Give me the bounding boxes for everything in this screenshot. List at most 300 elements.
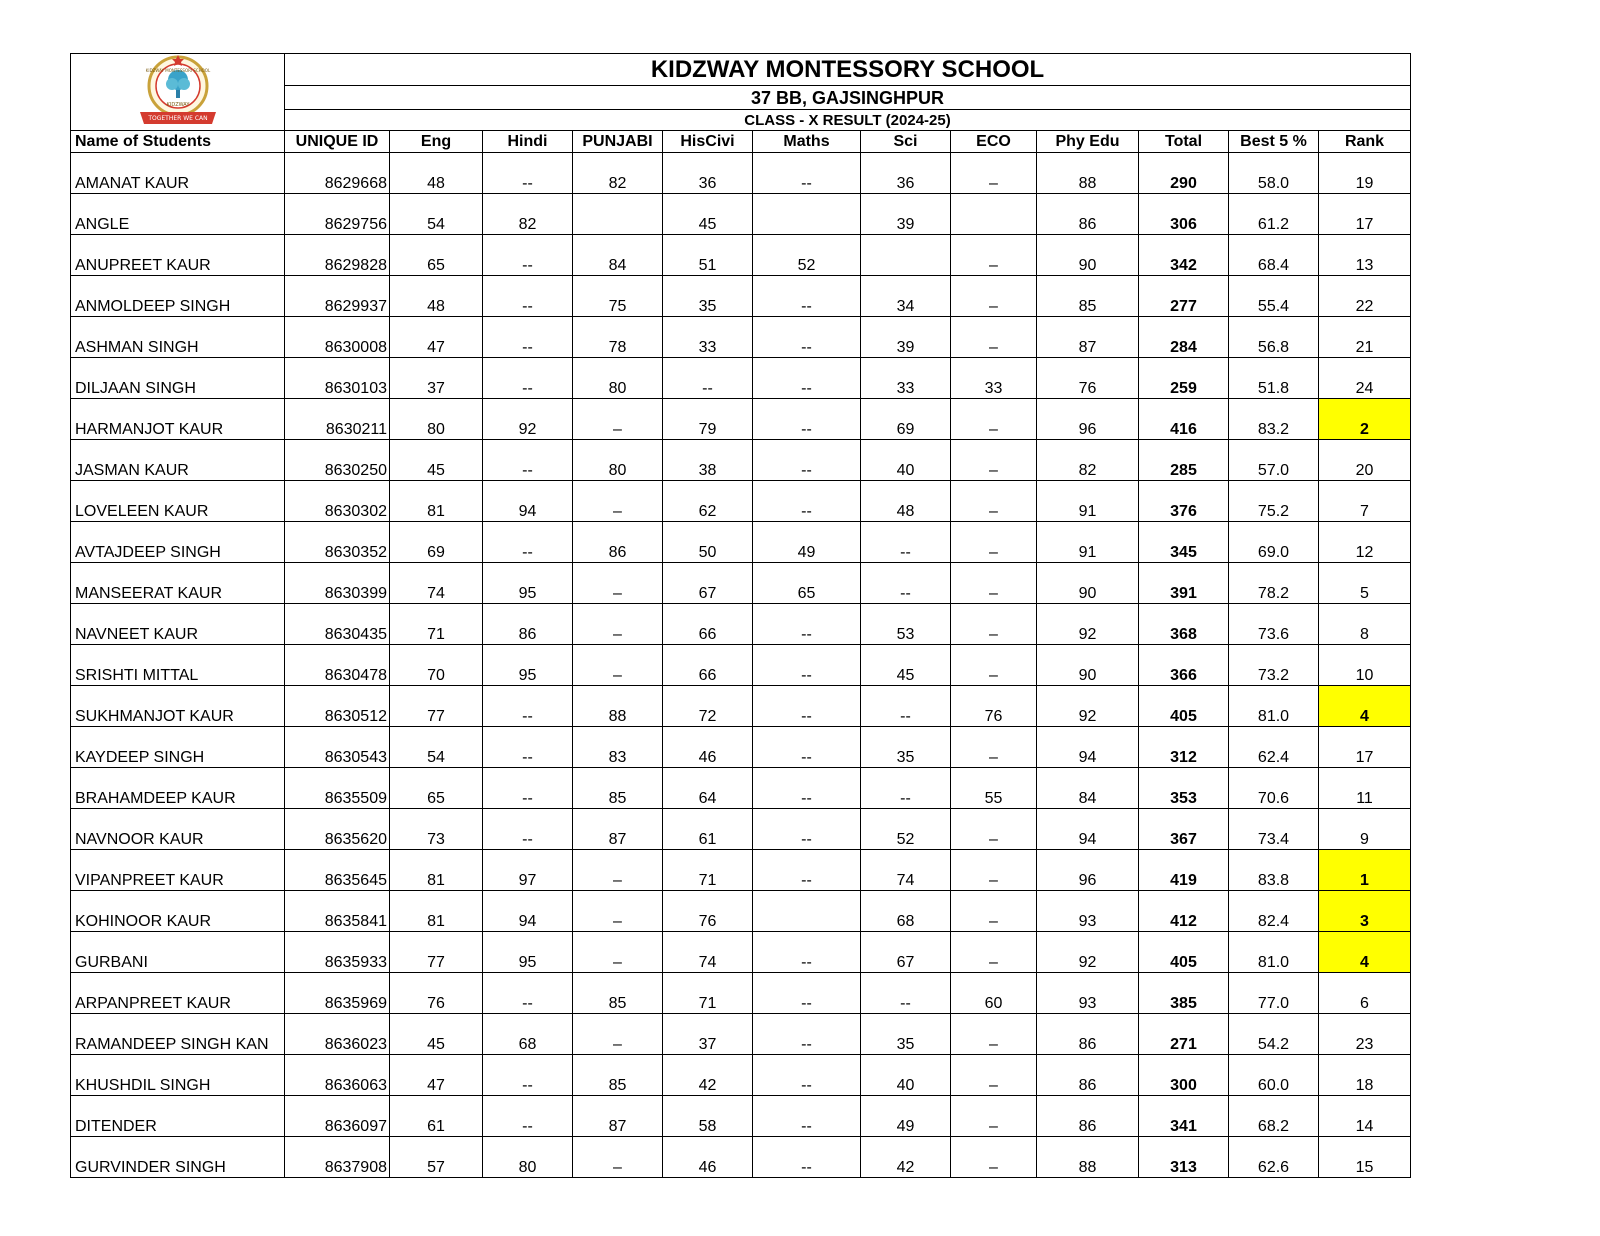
hindi-marks-cell: 95 xyxy=(483,645,573,686)
student-name-cell: JASMAN KAUR xyxy=(71,440,285,481)
sci-marks-cell: 52 xyxy=(861,809,951,850)
maths-marks-cell: 65 xyxy=(753,563,861,604)
unique-id-cell: 8630103 xyxy=(285,358,390,399)
sci-marks-cell: 36 xyxy=(861,153,951,194)
best5-percent-cell: 57.0 xyxy=(1229,440,1319,481)
student-name-cell: AVTAJDEEP SINGH xyxy=(71,522,285,563)
student-row xyxy=(71,932,1411,973)
phy-edu-marks-cell: 92 xyxy=(1037,932,1139,973)
phy-edu-marks-cell: 86 xyxy=(1037,1055,1139,1096)
eng-marks-cell: 48 xyxy=(390,153,483,194)
hindi-marks-cell: -- xyxy=(483,522,573,563)
eco-marks-cell: – xyxy=(951,153,1037,194)
phy-edu-marks-cell: 88 xyxy=(1037,1137,1139,1178)
best5-percent-cell: 83.2 xyxy=(1229,399,1319,440)
eco-marks-cell: – xyxy=(951,563,1037,604)
punjabi-marks-cell: – xyxy=(573,563,663,604)
eco-marks-cell: – xyxy=(951,276,1037,317)
phy-edu-marks-cell: 90 xyxy=(1037,235,1139,276)
unique-id-cell: 8630302 xyxy=(285,481,390,522)
hiscivi-marks-cell: 74 xyxy=(663,932,753,973)
sci-marks-cell: 39 xyxy=(861,194,951,235)
eng-marks-cell: 65 xyxy=(390,235,483,276)
sci-marks-cell: -- xyxy=(861,686,951,727)
unique-id-cell: 8630478 xyxy=(285,645,390,686)
student-name-cell: SUKHMANJOT KAUR xyxy=(71,686,285,727)
student-row xyxy=(71,1137,1411,1178)
sci-marks-cell: 33 xyxy=(861,358,951,399)
punjabi-marks-cell: 80 xyxy=(573,358,663,399)
eco-marks-cell: – xyxy=(951,932,1037,973)
total-marks-cell: 306 xyxy=(1139,194,1229,235)
rank-cell: 5 xyxy=(1319,563,1411,604)
punjabi-marks-cell: – xyxy=(573,1137,663,1178)
rank-cell: 8 xyxy=(1319,604,1411,645)
sci-marks-cell: 68 xyxy=(861,891,951,932)
eco-marks-cell: – xyxy=(951,891,1037,932)
best5-percent-cell: 70.6 xyxy=(1229,768,1319,809)
student-row xyxy=(71,1014,1411,1055)
hindi-marks-cell: -- xyxy=(483,1055,573,1096)
rank-cell: 21 xyxy=(1319,317,1411,358)
sci-marks-cell: 69 xyxy=(861,399,951,440)
phy-edu-marks-cell: 94 xyxy=(1037,809,1139,850)
rank-cell: 17 xyxy=(1319,727,1411,768)
student-name-cell: HARMANJOT KAUR xyxy=(71,399,285,440)
total-marks-cell: 342 xyxy=(1139,235,1229,276)
eco-marks-cell: – xyxy=(951,604,1037,645)
maths-marks-cell: -- xyxy=(753,481,861,522)
sci-marks-cell: 34 xyxy=(861,276,951,317)
hindi-marks-cell: -- xyxy=(483,235,573,276)
student-row xyxy=(71,727,1411,768)
sci-marks-cell xyxy=(861,235,951,276)
maths-marks-cell: -- xyxy=(753,727,861,768)
sci-marks-cell: 40 xyxy=(861,440,951,481)
total-marks-cell: 405 xyxy=(1139,686,1229,727)
best5-percent-cell: 77.0 xyxy=(1229,973,1319,1014)
hiscivi-marks-cell: 36 xyxy=(663,153,753,194)
hiscivi-marks-cell: 33 xyxy=(663,317,753,358)
student-name-cell: ANUPREET KAUR xyxy=(71,235,285,276)
unique-id-cell: 8636097 xyxy=(285,1096,390,1137)
total-marks-cell: 300 xyxy=(1139,1055,1229,1096)
hiscivi-marks-cell: 58 xyxy=(663,1096,753,1137)
eng-marks-cell: 45 xyxy=(390,440,483,481)
hindi-marks-cell: 68 xyxy=(483,1014,573,1055)
eco-marks-cell: – xyxy=(951,809,1037,850)
best5-percent-cell: 62.4 xyxy=(1229,727,1319,768)
hiscivi-marks-cell: -- xyxy=(663,358,753,399)
punjabi-marks-cell: 75 xyxy=(573,276,663,317)
best5-percent-cell: 78.2 xyxy=(1229,563,1319,604)
eco-marks-cell: 60 xyxy=(951,973,1037,1014)
unique-id-cell: 8630543 xyxy=(285,727,390,768)
unique-id-cell: 8630008 xyxy=(285,317,390,358)
maths-marks-cell: -- xyxy=(753,399,861,440)
eco-marks-cell xyxy=(951,194,1037,235)
student-row xyxy=(71,891,1411,932)
student-name-cell: KAYDEEP SINGH xyxy=(71,727,285,768)
student-row xyxy=(71,522,1411,563)
maths-marks-cell: -- xyxy=(753,1014,861,1055)
unique-id-cell: 8635645 xyxy=(285,850,390,891)
hiscivi-marks-cell: 46 xyxy=(663,727,753,768)
student-name-cell: NAVNOOR KAUR xyxy=(71,809,285,850)
total-marks-cell: 277 xyxy=(1139,276,1229,317)
best5-percent-cell: 54.2 xyxy=(1229,1014,1319,1055)
phy-edu-marks-cell: 92 xyxy=(1037,686,1139,727)
punjabi-marks-cell: – xyxy=(573,850,663,891)
total-marks-cell: 312 xyxy=(1139,727,1229,768)
total-marks-cell: 345 xyxy=(1139,522,1229,563)
unique-id-cell: 8635933 xyxy=(285,932,390,973)
hiscivi-marks-cell: 72 xyxy=(663,686,753,727)
school-logo xyxy=(132,54,224,126)
phy-edu-marks-cell: 90 xyxy=(1037,645,1139,686)
hindi-marks-cell: 86 xyxy=(483,604,573,645)
total-marks-cell: 412 xyxy=(1139,891,1229,932)
hiscivi-marks-cell: 67 xyxy=(663,563,753,604)
student-name-cell: MANSEERAT KAUR xyxy=(71,563,285,604)
column-header: Hindi xyxy=(483,131,573,153)
maths-marks-cell: -- xyxy=(753,768,861,809)
maths-marks-cell: -- xyxy=(753,317,861,358)
sci-marks-cell: -- xyxy=(861,563,951,604)
best5-percent-cell: 55.4 xyxy=(1229,276,1319,317)
maths-marks-cell: 52 xyxy=(753,235,861,276)
column-header: HisCivi xyxy=(663,131,753,153)
rank-cell: 2 xyxy=(1319,399,1411,440)
eng-marks-cell: 61 xyxy=(390,1096,483,1137)
maths-marks-cell: -- xyxy=(753,1137,861,1178)
school-address: 37 BB, GAJSINGHPUR xyxy=(285,86,1411,110)
eco-marks-cell: – xyxy=(951,1055,1037,1096)
best5-percent-cell: 60.0 xyxy=(1229,1055,1319,1096)
sci-marks-cell: 74 xyxy=(861,850,951,891)
phy-edu-marks-cell: 76 xyxy=(1037,358,1139,399)
hindi-marks-cell: 95 xyxy=(483,563,573,604)
hindi-marks-cell: 95 xyxy=(483,932,573,973)
eng-marks-cell: 65 xyxy=(390,768,483,809)
best5-percent-cell: 73.2 xyxy=(1229,645,1319,686)
student-name-cell: DITENDER xyxy=(71,1096,285,1137)
logo-arc-text: KIDZWAY MONTESSORI SCHOOL xyxy=(145,68,210,73)
student-row xyxy=(71,194,1411,235)
eco-marks-cell: – xyxy=(951,1014,1037,1055)
student-name-cell: ANGLE xyxy=(71,194,285,235)
total-marks-cell: 271 xyxy=(1139,1014,1229,1055)
punjabi-marks-cell: 85 xyxy=(573,1055,663,1096)
column-header: Eng xyxy=(390,131,483,153)
unique-id-cell: 8630211 xyxy=(285,399,390,440)
hiscivi-marks-cell: 66 xyxy=(663,645,753,686)
eng-marks-cell: 54 xyxy=(390,194,483,235)
result-title: CLASS - X RESULT (2024-25) xyxy=(285,110,1411,131)
hiscivi-marks-cell: 46 xyxy=(663,1137,753,1178)
eng-marks-cell: 74 xyxy=(390,563,483,604)
rank-cell: 13 xyxy=(1319,235,1411,276)
hiscivi-marks-cell: 79 xyxy=(663,399,753,440)
unique-id-cell: 8636023 xyxy=(285,1014,390,1055)
eng-marks-cell: 73 xyxy=(390,809,483,850)
total-marks-cell: 416 xyxy=(1139,399,1229,440)
total-marks-cell: 419 xyxy=(1139,850,1229,891)
punjabi-marks-cell: 78 xyxy=(573,317,663,358)
total-marks-cell: 313 xyxy=(1139,1137,1229,1178)
phy-edu-marks-cell: 94 xyxy=(1037,727,1139,768)
hindi-marks-cell: -- xyxy=(483,276,573,317)
unique-id-cell: 8637908 xyxy=(285,1137,390,1178)
total-marks-cell: 284 xyxy=(1139,317,1229,358)
total-marks-cell: 376 xyxy=(1139,481,1229,522)
punjabi-marks-cell: 88 xyxy=(573,686,663,727)
column-header: ECO xyxy=(951,131,1037,153)
sci-marks-cell: 53 xyxy=(861,604,951,645)
eco-marks-cell: – xyxy=(951,440,1037,481)
hindi-marks-cell: -- xyxy=(483,768,573,809)
punjabi-marks-cell: – xyxy=(573,932,663,973)
total-marks-cell: 368 xyxy=(1139,604,1229,645)
hiscivi-marks-cell: 64 xyxy=(663,768,753,809)
hindi-marks-cell: -- xyxy=(483,1096,573,1137)
eng-marks-cell: 69 xyxy=(390,522,483,563)
student-row xyxy=(71,1055,1411,1096)
total-marks-cell: 341 xyxy=(1139,1096,1229,1137)
eng-marks-cell: 47 xyxy=(390,317,483,358)
punjabi-marks-cell: 87 xyxy=(573,1096,663,1137)
column-header: Maths xyxy=(753,131,861,153)
school-logo-cell xyxy=(71,54,285,131)
student-name-cell: RAMANDEEP SINGH KAN xyxy=(71,1014,285,1055)
eco-marks-cell: – xyxy=(951,317,1037,358)
best5-percent-cell: 58.0 xyxy=(1229,153,1319,194)
column-header: UNIQUE ID xyxy=(285,131,390,153)
eco-marks-cell: – xyxy=(951,1096,1037,1137)
student-row xyxy=(71,973,1411,1014)
result-table xyxy=(70,53,1411,1178)
column-header: Rank xyxy=(1319,131,1411,153)
eco-marks-cell: 55 xyxy=(951,768,1037,809)
maths-marks-cell: -- xyxy=(753,153,861,194)
student-name-cell: NAVNEET KAUR xyxy=(71,604,285,645)
eng-marks-cell: 81 xyxy=(390,481,483,522)
eng-marks-cell: 71 xyxy=(390,604,483,645)
punjabi-marks-cell: 80 xyxy=(573,440,663,481)
total-marks-cell: 285 xyxy=(1139,440,1229,481)
student-name-cell: LOVELEEN KAUR xyxy=(71,481,285,522)
eco-marks-cell: 76 xyxy=(951,686,1037,727)
student-name-cell: GURBANI xyxy=(71,932,285,973)
eng-marks-cell: 81 xyxy=(390,891,483,932)
eco-marks-cell: – xyxy=(951,235,1037,276)
student-name-cell: ARPANPREET KAUR xyxy=(71,973,285,1014)
hiscivi-marks-cell: 37 xyxy=(663,1014,753,1055)
punjabi-marks-cell: – xyxy=(573,1014,663,1055)
maths-marks-cell: -- xyxy=(753,850,861,891)
student-name-cell: ASHMAN SINGH xyxy=(71,317,285,358)
rank-cell: 17 xyxy=(1319,194,1411,235)
hindi-marks-cell: 97 xyxy=(483,850,573,891)
punjabi-marks-cell: 87 xyxy=(573,809,663,850)
phy-edu-marks-cell: 91 xyxy=(1037,522,1139,563)
column-header: Total xyxy=(1139,131,1229,153)
punjabi-marks-cell: – xyxy=(573,891,663,932)
student-row xyxy=(71,686,1411,727)
student-row xyxy=(71,358,1411,399)
unique-id-cell: 8630512 xyxy=(285,686,390,727)
sci-marks-cell: 49 xyxy=(861,1096,951,1137)
best5-percent-cell: 75.2 xyxy=(1229,481,1319,522)
best5-percent-cell: 61.2 xyxy=(1229,194,1319,235)
best5-percent-cell: 73.4 xyxy=(1229,809,1319,850)
maths-marks-cell: -- xyxy=(753,973,861,1014)
unique-id-cell: 8635509 xyxy=(285,768,390,809)
hiscivi-marks-cell: 50 xyxy=(663,522,753,563)
punjabi-marks-cell: 84 xyxy=(573,235,663,276)
phy-edu-marks-cell: 87 xyxy=(1037,317,1139,358)
student-row xyxy=(71,809,1411,850)
punjabi-marks-cell: 86 xyxy=(573,522,663,563)
hiscivi-marks-cell: 51 xyxy=(663,235,753,276)
sci-marks-cell: 35 xyxy=(861,727,951,768)
eco-marks-cell: – xyxy=(951,645,1037,686)
best5-percent-cell: 81.0 xyxy=(1229,932,1319,973)
student-name-cell: KHUSHDIL SINGH xyxy=(71,1055,285,1096)
hindi-marks-cell: 94 xyxy=(483,891,573,932)
maths-marks-cell: -- xyxy=(753,932,861,973)
unique-id-cell: 8630352 xyxy=(285,522,390,563)
unique-id-cell: 8636063 xyxy=(285,1055,390,1096)
phy-edu-marks-cell: 96 xyxy=(1037,399,1139,440)
school-name: KIDZWAY MONTESSORY SCHOOL xyxy=(285,54,1411,86)
best5-percent-cell: 56.8 xyxy=(1229,317,1319,358)
phy-edu-marks-cell: 93 xyxy=(1037,973,1139,1014)
punjabi-marks-cell: – xyxy=(573,604,663,645)
hiscivi-marks-cell: 71 xyxy=(663,850,753,891)
rank-cell: 24 xyxy=(1319,358,1411,399)
best5-percent-cell: 69.0 xyxy=(1229,522,1319,563)
maths-marks-cell: -- xyxy=(753,604,861,645)
punjabi-marks-cell: 85 xyxy=(573,768,663,809)
hindi-marks-cell: -- xyxy=(483,153,573,194)
maths-marks-cell: -- xyxy=(753,440,861,481)
student-row xyxy=(71,563,1411,604)
total-marks-cell: 385 xyxy=(1139,973,1229,1014)
rank-cell: 10 xyxy=(1319,645,1411,686)
column-header: Best 5 % xyxy=(1229,131,1319,153)
student-row xyxy=(71,317,1411,358)
hindi-marks-cell: -- xyxy=(483,973,573,1014)
rank-cell: 7 xyxy=(1319,481,1411,522)
column-header: Phy Edu xyxy=(1037,131,1139,153)
eng-marks-cell: 54 xyxy=(390,727,483,768)
column-header: PUNJABI xyxy=(573,131,663,153)
hindi-marks-cell: 92 xyxy=(483,399,573,440)
result-sheet xyxy=(70,53,1410,1178)
hiscivi-marks-cell: 61 xyxy=(663,809,753,850)
rank-cell: 4 xyxy=(1319,686,1411,727)
student-row xyxy=(71,235,1411,276)
student-name-cell: SRISHTI MITTAL xyxy=(71,645,285,686)
student-row xyxy=(71,399,1411,440)
eco-marks-cell: – xyxy=(951,850,1037,891)
total-marks-cell: 366 xyxy=(1139,645,1229,686)
rank-cell: 22 xyxy=(1319,276,1411,317)
phy-edu-marks-cell: 92 xyxy=(1037,604,1139,645)
student-row xyxy=(71,276,1411,317)
phy-edu-marks-cell: 91 xyxy=(1037,481,1139,522)
phy-edu-marks-cell: 96 xyxy=(1037,850,1139,891)
hindi-marks-cell: -- xyxy=(483,440,573,481)
eng-marks-cell: 47 xyxy=(390,1055,483,1096)
best5-percent-cell: 62.6 xyxy=(1229,1137,1319,1178)
student-name-cell: GURVINDER SINGH xyxy=(71,1137,285,1178)
hindi-marks-cell: 82 xyxy=(483,194,573,235)
best5-percent-cell: 51.8 xyxy=(1229,358,1319,399)
eng-marks-cell: 37 xyxy=(390,358,483,399)
rank-cell: 14 xyxy=(1319,1096,1411,1137)
student-name-cell: VIPANPREET KAUR xyxy=(71,850,285,891)
phy-edu-marks-cell: 88 xyxy=(1037,153,1139,194)
total-marks-cell: 353 xyxy=(1139,768,1229,809)
eng-marks-cell: 76 xyxy=(390,973,483,1014)
eng-marks-cell: 57 xyxy=(390,1137,483,1178)
hindi-marks-cell: 80 xyxy=(483,1137,573,1178)
punjabi-marks-cell: 82 xyxy=(573,153,663,194)
sci-marks-cell: 35 xyxy=(861,1014,951,1055)
rank-cell: 11 xyxy=(1319,768,1411,809)
maths-marks-cell: -- xyxy=(753,686,861,727)
rank-cell: 6 xyxy=(1319,973,1411,1014)
eco-marks-cell: 33 xyxy=(951,358,1037,399)
eco-marks-cell: – xyxy=(951,1137,1037,1178)
punjabi-marks-cell: 83 xyxy=(573,727,663,768)
rank-cell: 4 xyxy=(1319,932,1411,973)
maths-marks-cell: 49 xyxy=(753,522,861,563)
unique-id-cell: 8635969 xyxy=(285,973,390,1014)
sci-marks-cell: 42 xyxy=(861,1137,951,1178)
student-name-cell: KOHINOOR KAUR xyxy=(71,891,285,932)
hindi-marks-cell: -- xyxy=(483,317,573,358)
maths-marks-cell: -- xyxy=(753,1055,861,1096)
hiscivi-marks-cell: 35 xyxy=(663,276,753,317)
student-name-cell: DILJAAN SINGH xyxy=(71,358,285,399)
maths-marks-cell: -- xyxy=(753,276,861,317)
unique-id-cell: 8629937 xyxy=(285,276,390,317)
punjabi-marks-cell: – xyxy=(573,645,663,686)
hindi-marks-cell: -- xyxy=(483,686,573,727)
rank-cell: 1 xyxy=(1319,850,1411,891)
total-marks-cell: 391 xyxy=(1139,563,1229,604)
eco-marks-cell: – xyxy=(951,481,1037,522)
logo-motto-text: TOGETHER WE CAN xyxy=(147,115,208,122)
column-header: Sci xyxy=(861,131,951,153)
sci-marks-cell: -- xyxy=(861,768,951,809)
phy-edu-marks-cell: 86 xyxy=(1037,1096,1139,1137)
hiscivi-marks-cell: 42 xyxy=(663,1055,753,1096)
maths-marks-cell: -- xyxy=(753,1096,861,1137)
hiscivi-marks-cell: 38 xyxy=(663,440,753,481)
eco-marks-cell: – xyxy=(951,399,1037,440)
hindi-marks-cell: -- xyxy=(483,727,573,768)
sci-marks-cell: 39 xyxy=(861,317,951,358)
eng-marks-cell: 48 xyxy=(390,276,483,317)
student-row xyxy=(71,153,1411,194)
total-marks-cell: 259 xyxy=(1139,358,1229,399)
unique-id-cell: 8630399 xyxy=(285,563,390,604)
column-header: Name of Students xyxy=(71,131,285,153)
